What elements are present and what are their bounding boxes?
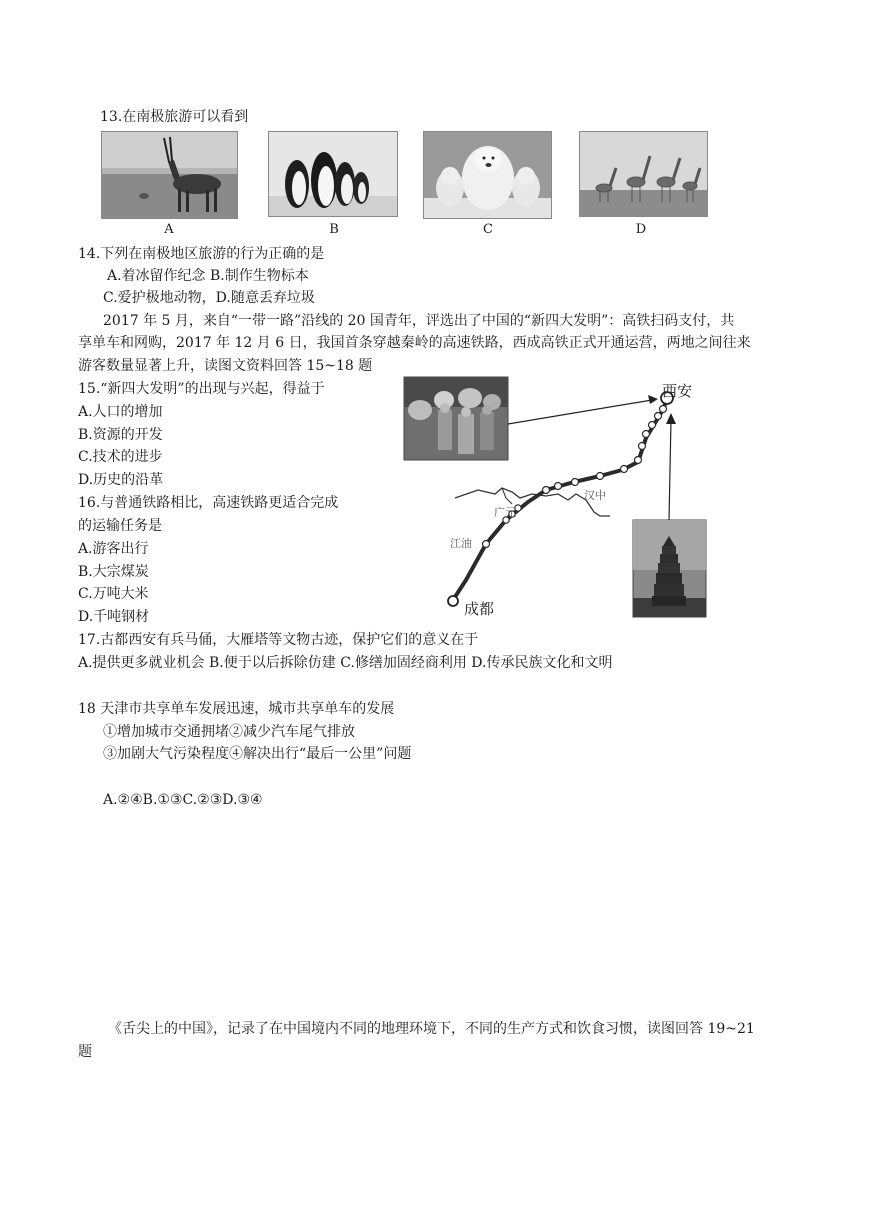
passage2-line2: 题	[78, 1044, 92, 1060]
q18-stem: 18 天津市共享单车发展迅速，城市共享单车的发展	[78, 701, 395, 717]
q16-option-b: B.大宗煤炭	[78, 564, 149, 580]
option-b-caption: B	[329, 222, 339, 237]
antelope-photo	[101, 131, 238, 219]
giraffes-photo	[579, 131, 708, 217]
passage1-line3: 游客数量显著上升，读图文资料回答 15~18 题	[78, 358, 373, 374]
map-label-jiangyou: 江油	[450, 537, 472, 550]
q17-options: A.提供更多就业机会 B.便于以后拆除仿建 C.修缮加固经商利用 D.传承民族文化和文明	[78, 655, 613, 671]
map-label-guangyuan: 广元	[494, 506, 516, 519]
q13-stem: 13.在南极旅游可以看到	[100, 109, 249, 125]
passage1-line1: 2017 年 5 月，来自“一带一路”沿线的 20 国青年，评选出了中国的“新四大发明”：高铁扫码支付，共	[103, 313, 735, 329]
q15-option-c: C.技术的进步	[78, 449, 163, 465]
penguins-photo	[268, 131, 398, 217]
q14-stem: 14.下列在南极地区旅游的行为正确的是	[78, 246, 325, 262]
q18-options: A.②④B.①③C.②③D.③④	[103, 792, 263, 808]
q17-stem: 17.古都西安有兵马俑，大雁塔等文物古迹，保护它们的意义在于	[78, 632, 479, 648]
q15-option-b: B.资源的开发	[78, 427, 163, 443]
q15-option-d: D.历史的沿革	[78, 472, 164, 488]
option-c-caption: C	[483, 222, 493, 237]
passage1-line2: 享单车和网购，2017 年 12 月 6 日，我国首条穿越秦岭的高速铁路，西成高铁正式开通运营，两地之间往来	[78, 335, 751, 351]
q14-options-line1: A.着冰留作纪念 B.制作生物标本	[107, 268, 309, 284]
polar-bears-photo	[423, 131, 552, 219]
terracotta-warriors-photo	[404, 377, 508, 460]
q16-stem-line2: 的运输任务是	[78, 518, 162, 534]
option-a-caption: A	[164, 222, 174, 237]
big-wild-goose-pagoda-photo	[633, 520, 706, 617]
option-d-caption: D	[635, 222, 647, 237]
map-label-chengdu: 成都	[464, 600, 495, 618]
q18-choices-line1: ①增加城市交通拥堵②减少汽车尾气排放	[103, 724, 355, 740]
railway-map	[400, 370, 730, 625]
q16-option-d: D.千吨钢材	[78, 609, 150, 625]
q15-option-a: A.人口的增加	[78, 404, 163, 420]
q14-options-line2: C.爱护极地动物，D.随意丢弃垃圾	[103, 290, 315, 306]
q16-option-a: A.游客出行	[78, 541, 149, 557]
map-label-xian: 西安	[662, 382, 693, 400]
q18-choices-line2: ③加剧大气污染程度④解决出行“最后一公里”问题	[103, 746, 412, 762]
map-label-hanzhong: 汉中	[584, 489, 606, 502]
q15-stem: 15.“新四大发明”的出现与兴起，得益于	[78, 381, 325, 397]
q16-stem-line1: 16.与普通铁路相比，高速铁路更适合完成	[78, 495, 339, 511]
passage2-line1: 《舌尖上的中国》，记录了在中国境内不同的地理环境下，不同的生产方式和饮食习惯，读图回答 19~21	[108, 1021, 755, 1037]
q16-option-c: C.万吨大米	[78, 586, 149, 602]
